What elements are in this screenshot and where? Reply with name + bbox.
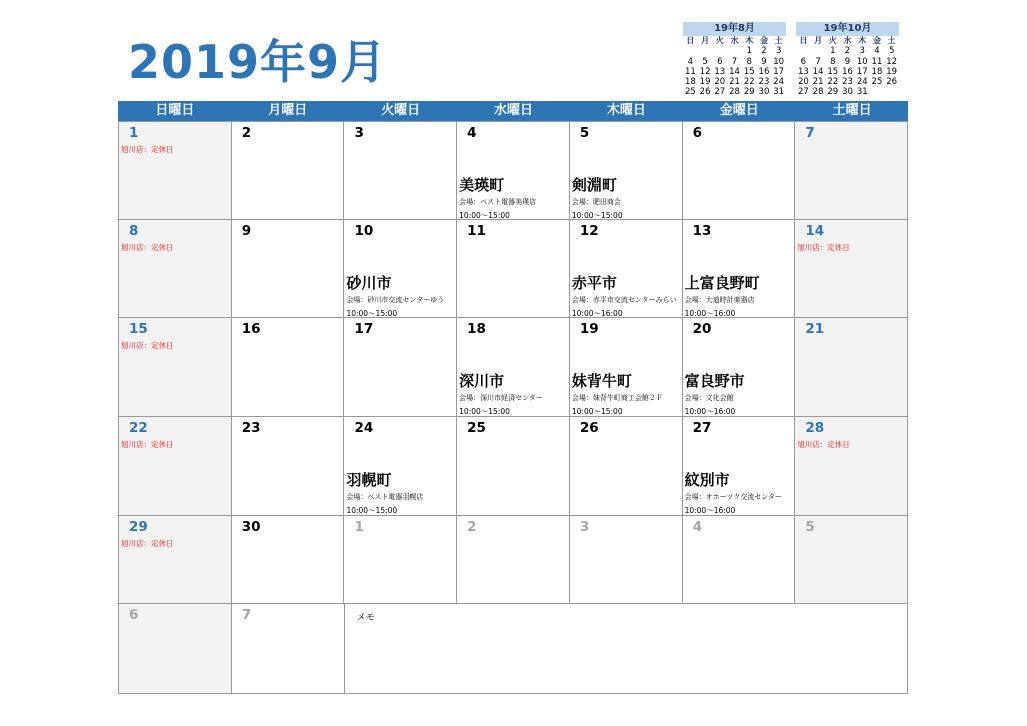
day-number: 7	[805, 125, 815, 141]
day-cell[interactable]	[457, 122, 570, 220]
day-number: 6	[129, 607, 139, 623]
mini-day: 9	[844, 56, 851, 67]
day-number: 18	[467, 321, 486, 337]
day-number: 27	[692, 420, 712, 436]
event-time: 10:00～16:00	[684, 407, 736, 416]
day-cell[interactable]	[119, 318, 232, 417]
day-number: 12	[579, 223, 599, 239]
day-number: 10	[354, 223, 374, 239]
day-cell[interactable]	[119, 122, 232, 220]
memo-label: メモ	[356, 613, 375, 623]
mini-day: 22	[743, 77, 755, 88]
day-number: 1	[354, 519, 364, 535]
day-cell[interactable]	[795, 122, 908, 220]
day-cell[interactable]	[232, 417, 345, 516]
weekday-header: 水曜日	[457, 101, 570, 121]
weekday-header: 日曜日	[118, 101, 231, 121]
event-city: 剣淵町	[571, 176, 617, 194]
mini-day: 24	[856, 77, 868, 88]
day-cell[interactable]	[119, 417, 232, 516]
mini-day: 3	[775, 46, 782, 57]
mini-day: 5	[702, 56, 708, 67]
day-number: 5	[805, 519, 815, 535]
event-venue: 会場：赤平市交流センターみらい	[571, 296, 677, 304]
mini-day: 30	[842, 87, 853, 98]
day-number: 9	[241, 223, 252, 239]
day-cell[interactable]	[795, 417, 908, 516]
mini-day: 31	[773, 87, 785, 98]
weekday-header: 月曜日	[231, 101, 344, 121]
mini-day: 27	[797, 87, 809, 98]
mini-weekday: 水	[730, 36, 739, 45]
day-number: 2	[241, 125, 252, 141]
mini-day: 8	[830, 56, 836, 67]
mini-weekday: 日	[686, 36, 695, 45]
mini-day: 23	[842, 77, 853, 88]
mini-day: 29	[743, 87, 755, 98]
mini-day: 15	[743, 66, 755, 77]
event-venue: 会場：砂川市交流センターゆう	[346, 296, 445, 304]
day-cell[interactable]	[683, 318, 796, 417]
closed-notice: 旭川店：定休日	[797, 243, 850, 252]
mini-day: 13	[797, 66, 809, 77]
day-number: 24	[354, 420, 374, 436]
weekday-header: 火曜日	[344, 101, 457, 121]
mini-day: 16	[842, 66, 853, 77]
mini-day	[796, 46, 811, 56]
mini-day: 12	[886, 56, 898, 67]
mini-calendar-week	[683, 46, 786, 56]
weekday-header: 土曜日	[795, 101, 908, 121]
day-cell[interactable]	[570, 417, 683, 516]
event-city: 上富良野町	[684, 274, 760, 292]
calendar-week-row	[119, 122, 908, 220]
calendar-week-row	[119, 516, 908, 604]
day-number: 25	[467, 420, 486, 436]
mini-calendar-week	[796, 57, 899, 67]
day-cell[interactable]	[344, 220, 457, 318]
event-time: 10:00～15:00	[459, 211, 510, 220]
mini-day: 17	[773, 66, 785, 77]
mini-day: 30	[758, 87, 770, 98]
day-cell[interactable]	[119, 604, 232, 694]
event-city: 砂川市	[346, 274, 392, 292]
event-venue: 会場：妹背牛町商工会館２Ｆ	[571, 394, 663, 402]
mini-day: 6	[717, 56, 723, 67]
day-cell[interactable]	[232, 604, 345, 694]
mini-day: 14	[729, 66, 740, 77]
mini-calendar-next-month	[796, 22, 899, 98]
event-city: 紋別市	[684, 471, 730, 489]
mini-day: 6	[800, 56, 807, 67]
day-cell[interactable]	[570, 220, 683, 318]
day-number: 17	[354, 321, 374, 337]
mini-weekday: 木	[858, 36, 867, 45]
day-number: 22	[129, 420, 148, 436]
weekday-header: 木曜日	[569, 101, 682, 121]
mini-weekday: 水	[843, 36, 852, 45]
mini-day: 4	[687, 56, 694, 67]
event-city: 赤平市	[571, 274, 617, 292]
mini-weekday: 金	[759, 36, 768, 45]
day-number: 11	[467, 223, 486, 239]
event-city: 妹背牛町	[571, 372, 632, 390]
mini-day: 8	[746, 56, 752, 67]
day-cell[interactable]	[683, 417, 796, 516]
event-city: 羽幌町	[346, 471, 392, 489]
mini-calendar-week	[796, 67, 899, 77]
memo-area[interactable]	[345, 604, 908, 694]
day-number: 14	[805, 223, 825, 239]
mini-day: 2	[844, 46, 851, 57]
mini-day: 27	[714, 87, 726, 98]
day-cell[interactable]	[457, 318, 570, 417]
day-number: 16	[241, 321, 261, 337]
mini-weekday: 土	[774, 36, 783, 45]
mini-day	[811, 46, 826, 56]
day-number: 8	[129, 223, 139, 239]
mini-day: 26	[886, 77, 898, 88]
event-venue: 会場：ベスト電器羽幌店	[346, 493, 424, 501]
mini-day: 18	[684, 77, 696, 88]
mini-day: 20	[797, 77, 809, 88]
event-time: 10:00～15:00	[346, 506, 398, 515]
mini-weekday: 日	[799, 36, 808, 45]
mini-day: 22	[827, 77, 839, 88]
day-cell[interactable]	[119, 516, 232, 604]
mini-weekday: 火	[828, 36, 837, 45]
mini-day: 14	[812, 66, 824, 77]
mini-calendar-week	[796, 46, 899, 56]
event-venue: 会場：大道時計楽器店	[684, 296, 755, 304]
day-number: 3	[579, 519, 590, 535]
day-number: 19	[579, 321, 599, 337]
event-time: 10:00～15:00	[346, 309, 398, 318]
day-cell[interactable]	[457, 220, 570, 318]
closed-notice: 旭川店：定休日	[121, 341, 174, 350]
event-venue: 会場：文化会館	[684, 394, 734, 402]
mini-day: 17	[856, 66, 868, 77]
day-cell[interactable]	[232, 122, 345, 220]
mini-calendar-header: 19年8月	[683, 22, 786, 36]
day-number: 29	[129, 519, 148, 535]
day-cell[interactable]	[570, 122, 683, 220]
mini-day: 11	[684, 66, 696, 77]
day-cell[interactable]	[795, 516, 908, 604]
calendar-weeks	[118, 121, 908, 694]
closed-notice: 旭川店：定休日	[121, 440, 174, 449]
mini-calendar-week	[796, 77, 899, 87]
calendar-week-row	[119, 220, 908, 318]
event-venue: 会場：深川市経済センター	[459, 394, 543, 402]
day-number: 23	[241, 420, 261, 436]
calendar-week-row	[119, 604, 908, 694]
day-cell[interactable]	[457, 417, 570, 516]
calendar-week-row	[119, 417, 908, 516]
mini-day: 19	[886, 66, 898, 77]
day-number: 3	[354, 125, 364, 141]
mini-day: 29	[827, 87, 839, 98]
event-city: 富良野市	[684, 372, 745, 390]
day-cell[interactable]	[570, 318, 683, 417]
mini-day: 12	[699, 66, 711, 77]
mini-day	[884, 87, 899, 97]
mini-calendar-week	[683, 77, 786, 87]
day-cell[interactable]	[457, 516, 570, 604]
mini-calendar-week	[683, 57, 786, 67]
mini-day: 31	[856, 87, 868, 98]
mini-calendar-weekdays	[683, 36, 786, 46]
day-cell[interactable]	[232, 318, 345, 417]
day-number: 21	[805, 321, 825, 337]
weekday-header-row	[118, 101, 908, 121]
day-cell[interactable]	[344, 516, 457, 604]
mini-day: 2	[761, 46, 767, 57]
mini-day: 20	[714, 77, 726, 88]
closed-notice: 旭川店：定休日	[121, 243, 174, 252]
mini-day: 5	[888, 46, 895, 57]
mini-calendar-prev-month	[683, 22, 786, 98]
mini-weekday: 月	[814, 36, 823, 45]
mini-day: 21	[812, 77, 824, 88]
mini-day: 16	[758, 66, 770, 77]
mini-day	[870, 87, 885, 97]
mini-day: 24	[773, 77, 785, 88]
mini-day	[683, 46, 698, 56]
mini-weekday: 木	[745, 36, 754, 45]
day-number: 20	[692, 321, 712, 337]
calendar-week-row	[119, 318, 908, 417]
mini-day: 4	[874, 46, 880, 57]
mini-day: 10	[773, 56, 785, 67]
mini-day: 7	[731, 56, 738, 67]
mini-day	[698, 46, 713, 56]
day-number: 1	[129, 125, 139, 141]
day-cell[interactable]	[795, 318, 908, 417]
event-venue: 会場：ベスト電器美瑛店	[459, 198, 537, 206]
mini-weekday: 月	[701, 36, 710, 45]
day-number: 28	[805, 420, 825, 436]
month-calendar-grid	[118, 101, 908, 694]
closed-notice: 旭川店：定休日	[121, 145, 174, 154]
page-title: 2019年9月	[128, 35, 388, 89]
day-number: 6	[692, 125, 702, 141]
mini-calendar-week	[796, 87, 899, 97]
mini-day: 23	[758, 77, 770, 88]
day-number: 15	[129, 321, 148, 337]
day-cell[interactable]	[683, 122, 796, 220]
day-cell[interactable]	[119, 220, 232, 318]
event-time: 10:00～15:00	[571, 211, 623, 220]
day-cell[interactable]	[683, 220, 796, 318]
day-cell[interactable]	[570, 516, 683, 604]
day-cell[interactable]	[344, 417, 457, 516]
mini-calendar-week	[683, 67, 786, 77]
mini-weekday: 金	[872, 36, 881, 45]
mini-day: 28	[812, 87, 824, 98]
event-city: 深川市	[459, 372, 505, 390]
day-number: 2	[467, 519, 477, 535]
mini-calendar-week	[683, 87, 786, 97]
mini-day: 1	[746, 46, 752, 57]
closed-notice: 旭川店：定休日	[797, 440, 850, 449]
day-cell[interactable]	[232, 516, 345, 604]
mini-day: 25	[871, 77, 883, 88]
mini-day: 18	[871, 66, 883, 77]
mini-day: 26	[699, 87, 711, 98]
mini-day: 9	[761, 56, 767, 67]
mini-day: 1	[830, 46, 836, 57]
day-cell[interactable]	[795, 220, 908, 318]
mini-day: 11	[871, 56, 883, 67]
day-number: 5	[579, 125, 590, 141]
closed-notice: 旭川店：定休日	[121, 539, 174, 548]
event-time: 10:00～15:00	[459, 407, 510, 416]
mini-day: 15	[827, 66, 839, 77]
mini-day: 28	[729, 87, 740, 98]
mini-day: 25	[684, 87, 696, 98]
mini-day: 13	[714, 66, 726, 77]
mini-calendar-header: 19年10月	[796, 22, 899, 36]
day-number: 4	[467, 125, 477, 141]
mini-day	[712, 46, 727, 56]
day-number: 7	[241, 607, 252, 623]
weekday-header: 金曜日	[682, 101, 795, 121]
day-number: 26	[579, 420, 599, 436]
mini-day: 19	[699, 77, 711, 88]
day-cell[interactable]	[344, 122, 457, 220]
day-cell[interactable]	[683, 516, 796, 604]
day-cell[interactable]	[344, 318, 457, 417]
mini-weekday: 土	[887, 36, 896, 45]
mini-day: 7	[815, 56, 821, 67]
event-venue: 会場：肥田商会	[571, 198, 621, 206]
day-cell[interactable]	[232, 220, 345, 318]
event-time: 10:00～16:00	[684, 506, 736, 515]
day-number: 30	[241, 519, 261, 535]
mini-day: 21	[729, 77, 740, 88]
mini-day	[727, 46, 742, 56]
day-number: 13	[692, 223, 712, 239]
event-time: 10:00～15:00	[571, 407, 623, 416]
day-number: 4	[692, 519, 702, 535]
event-time: 10:00～16:00	[684, 309, 736, 318]
mini-day: 10	[856, 56, 868, 67]
event-city: 美瑛町	[459, 176, 505, 194]
event-time: 10:00～16:00	[571, 309, 623, 318]
mini-day: 3	[859, 46, 865, 57]
event-venue: 会場：オホーツク交流センター	[684, 493, 782, 501]
mini-weekday: 火	[715, 36, 724, 45]
mini-calendar-weekdays	[796, 36, 899, 46]
